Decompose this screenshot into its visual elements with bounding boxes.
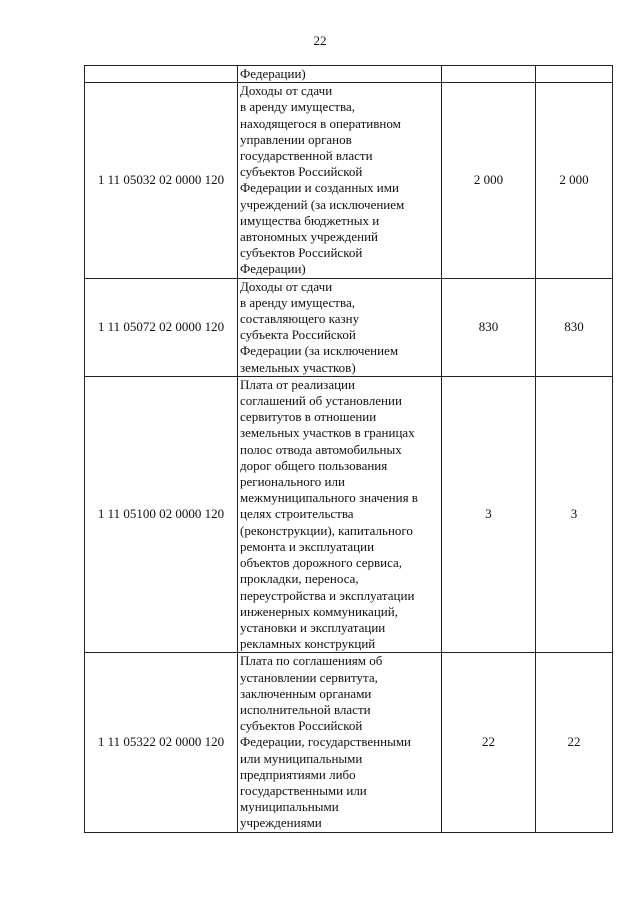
value-1-cell: 3 <box>442 376 536 652</box>
revenue-name-text: Плата по соглашениям об установлении сервитута, заключенным органами исполнительной власти субъектов Российской Федерации, государственными или муниципальными предприятиями либо государственными или муниципальными учреждениями <box>240 653 412 831</box>
value-2-cell: 830 <box>536 278 613 376</box>
revenue-name-text: Доходы от сдачи в аренду имущества, составляющего казну субъекта Российской Федерации (за исключением земельных участков) <box>240 278 399 375</box>
revenue-name-cell <box>238 278 442 376</box>
value-2-cell <box>536 66 613 83</box>
value-1-cell: 2 000 <box>442 83 536 278</box>
page-number: 22 <box>313 33 327 48</box>
value-2-cell: 22 <box>536 653 613 832</box>
budget-code-cell <box>85 66 238 83</box>
value-1-cell: 830 <box>442 278 536 376</box>
table-row <box>85 376 613 652</box>
revenue-name-text: Федерации) <box>240 66 306 81</box>
revenue-name-text: Плата от реализации соглашений об установлении сервитутов в отношении земельных участков в границах полос отвода автомобильных дорог общего пользования регионального или межмуниципального значения в целях строительства (реконструкции), капитального ремонта и эксплуатации объектов дорожного сервиса, прокладки, переноса, переустройства и эксплуатации инженерных коммуникаций, установки и эксплуатации рекламных конструкций <box>240 376 418 652</box>
table-row <box>85 653 613 832</box>
revenue-name-cell <box>238 653 442 832</box>
revenue-name-cell <box>238 83 442 278</box>
revenue-name-text: Доходы от сдачи в аренду имущества, находящегося в оперативном управлении органов государственной власти субъектов Российской Федерации и созданных ими учреждений (за исключением имущества бюджетных и автономных учреждений субъектов Российской Федерации) <box>240 83 405 277</box>
table-row <box>85 278 613 376</box>
value-2-cell: 3 <box>536 376 613 652</box>
table-row <box>85 83 613 278</box>
table-row-continuation <box>85 66 613 83</box>
budget-code-cell: 1 11 05032 02 0000 120 <box>85 83 238 278</box>
budget-code-cell: 1 11 05072 02 0000 120 <box>85 278 238 376</box>
value-2-cell: 2 000 <box>536 83 613 278</box>
revenue-table <box>84 65 613 833</box>
budget-code-cell: 1 11 05322 02 0000 120 <box>85 653 238 832</box>
budget-code-cell: 1 11 05100 02 0000 120 <box>85 376 238 652</box>
value-1-cell: 22 <box>442 653 536 832</box>
revenue-name-cell <box>238 376 442 652</box>
value-1-cell <box>442 66 536 83</box>
revenue-name-cell <box>238 66 442 83</box>
